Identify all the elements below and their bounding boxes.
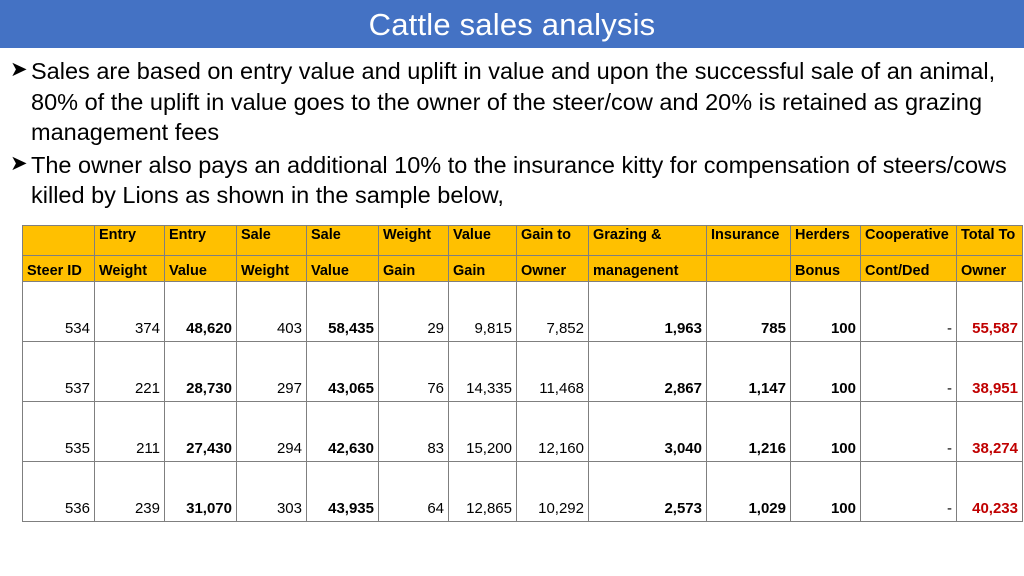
cell-steer-id: 536 — [23, 461, 95, 521]
cell-steer-id: 534 — [23, 281, 95, 341]
cell-cooperative-cont-ded: - — [861, 281, 957, 341]
header-cell: Weight — [237, 255, 307, 281]
cell-entry-weight: 221 — [95, 341, 165, 401]
header-cell: Value — [165, 255, 237, 281]
bullet-arrow-icon: ➤ — [10, 151, 28, 175]
table-body — [23, 281, 1023, 521]
cell-gain-to-owner: 10,292 — [517, 461, 589, 521]
cell-insurance: 1,216 — [707, 401, 791, 461]
header-cell: Gain to — [517, 225, 589, 255]
cell-value-gain: 9,815 — [449, 281, 517, 341]
header-cell: Sale — [237, 225, 307, 255]
bullet-list — [0, 48, 1024, 211]
cell-sale-weight: 294 — [237, 401, 307, 461]
cell-total-to-owner: 55,587 — [957, 281, 1023, 341]
bullet-text: The owner also pays an additional 10% to the insurance kitty for compensation of steers/cows killed by Lions as shown in the sample below, — [31, 151, 1007, 209]
table-row — [23, 401, 1023, 461]
cell-grazing-management: 1,963 — [589, 281, 707, 341]
cell-insurance: 1,029 — [707, 461, 791, 521]
header-cell: Value — [449, 225, 517, 255]
cell-sale-weight: 297 — [237, 341, 307, 401]
header-cell: Entry — [165, 225, 237, 255]
cell-sale-weight: 303 — [237, 461, 307, 521]
cell-cooperative-cont-ded: - — [861, 341, 957, 401]
header-cell: Cooperative — [861, 225, 957, 255]
cell-weight-gain: 29 — [379, 281, 449, 341]
cell-entry-value: 31,070 — [165, 461, 237, 521]
header-cell: Steer ID — [23, 255, 95, 281]
cell-grazing-management: 2,573 — [589, 461, 707, 521]
cell-entry-weight: 211 — [95, 401, 165, 461]
cell-entry-weight: 239 — [95, 461, 165, 521]
cell-sale-value: 43,065 — [307, 341, 379, 401]
cell-steer-id: 537 — [23, 341, 95, 401]
cell-value-gain: 12,865 — [449, 461, 517, 521]
cell-sale-value: 42,630 — [307, 401, 379, 461]
table-row — [23, 281, 1023, 341]
page-title: Cattle sales analysis — [368, 6, 656, 42]
header-cell: Gain — [449, 255, 517, 281]
cell-weight-gain: 76 — [379, 341, 449, 401]
cell-total-to-owner: 38,274 — [957, 401, 1023, 461]
cell-herders-bonus: 100 — [791, 401, 861, 461]
cell-grazing-management: 3,040 — [589, 401, 707, 461]
bullet-item — [10, 150, 1014, 211]
header-cell: Weight — [95, 255, 165, 281]
cell-sale-weight: 403 — [237, 281, 307, 341]
cell-sale-value: 58,435 — [307, 281, 379, 341]
cell-insurance: 785 — [707, 281, 791, 341]
slide-title-bar — [0, 0, 1024, 48]
cell-insurance: 1,147 — [707, 341, 791, 401]
cell-entry-value: 27,430 — [165, 401, 237, 461]
header-cell: Insurance — [707, 225, 791, 255]
sales-table-wrapper — [22, 225, 1018, 522]
header-cell: Grazing & — [589, 225, 707, 255]
cell-steer-id: 535 — [23, 401, 95, 461]
bullet-item — [10, 56, 1014, 148]
table-header-row-1 — [23, 225, 1023, 255]
cell-entry-value: 28,730 — [165, 341, 237, 401]
cell-cooperative-cont-ded: - — [861, 461, 957, 521]
cell-gain-to-owner: 12,160 — [517, 401, 589, 461]
header-cell: Owner — [957, 255, 1023, 281]
cell-weight-gain: 83 — [379, 401, 449, 461]
cell-value-gain: 14,335 — [449, 341, 517, 401]
header-cell: Cont/Ded — [861, 255, 957, 281]
cell-cooperative-cont-ded: - — [861, 401, 957, 461]
header-cell: Weight — [379, 225, 449, 255]
header-cell: Bonus — [791, 255, 861, 281]
sales-table — [22, 225, 1023, 522]
header-cell: Entry — [95, 225, 165, 255]
bullet-arrow-icon: ➤ — [10, 58, 28, 81]
cell-entry-weight: 374 — [95, 281, 165, 341]
cell-sale-value: 43,935 — [307, 461, 379, 521]
header-cell — [707, 255, 791, 281]
cell-herders-bonus: 100 — [791, 281, 861, 341]
bullet-text: Sales are based on entry value and uplift in value and upon the successful sale of an animal, 80% of the uplift in value goes to the owner of the steer/cow and 20% is retained as grazing management fees — [31, 58, 996, 146]
header-cell: Total To — [957, 225, 1023, 255]
table-row — [23, 461, 1023, 521]
cell-entry-value: 48,620 — [165, 281, 237, 341]
cell-herders-bonus: 100 — [791, 341, 861, 401]
header-cell: Gain — [379, 255, 449, 281]
cell-grazing-management: 2,867 — [589, 341, 707, 401]
cell-total-to-owner: 38,951 — [957, 341, 1023, 401]
table-row — [23, 341, 1023, 401]
header-cell — [23, 225, 95, 255]
cell-gain-to-owner: 11,468 — [517, 341, 589, 401]
cell-value-gain: 15,200 — [449, 401, 517, 461]
cell-herders-bonus: 100 — [791, 461, 861, 521]
header-cell: Sale — [307, 225, 379, 255]
cell-weight-gain: 64 — [379, 461, 449, 521]
header-cell: Owner — [517, 255, 589, 281]
header-cell: managenent — [589, 255, 707, 281]
cell-gain-to-owner: 7,852 — [517, 281, 589, 341]
header-cell: Value — [307, 255, 379, 281]
cell-total-to-owner: 40,233 — [957, 461, 1023, 521]
header-cell: Herders — [791, 225, 861, 255]
table-header — [23, 225, 1023, 281]
table-header-row-2 — [23, 255, 1023, 281]
